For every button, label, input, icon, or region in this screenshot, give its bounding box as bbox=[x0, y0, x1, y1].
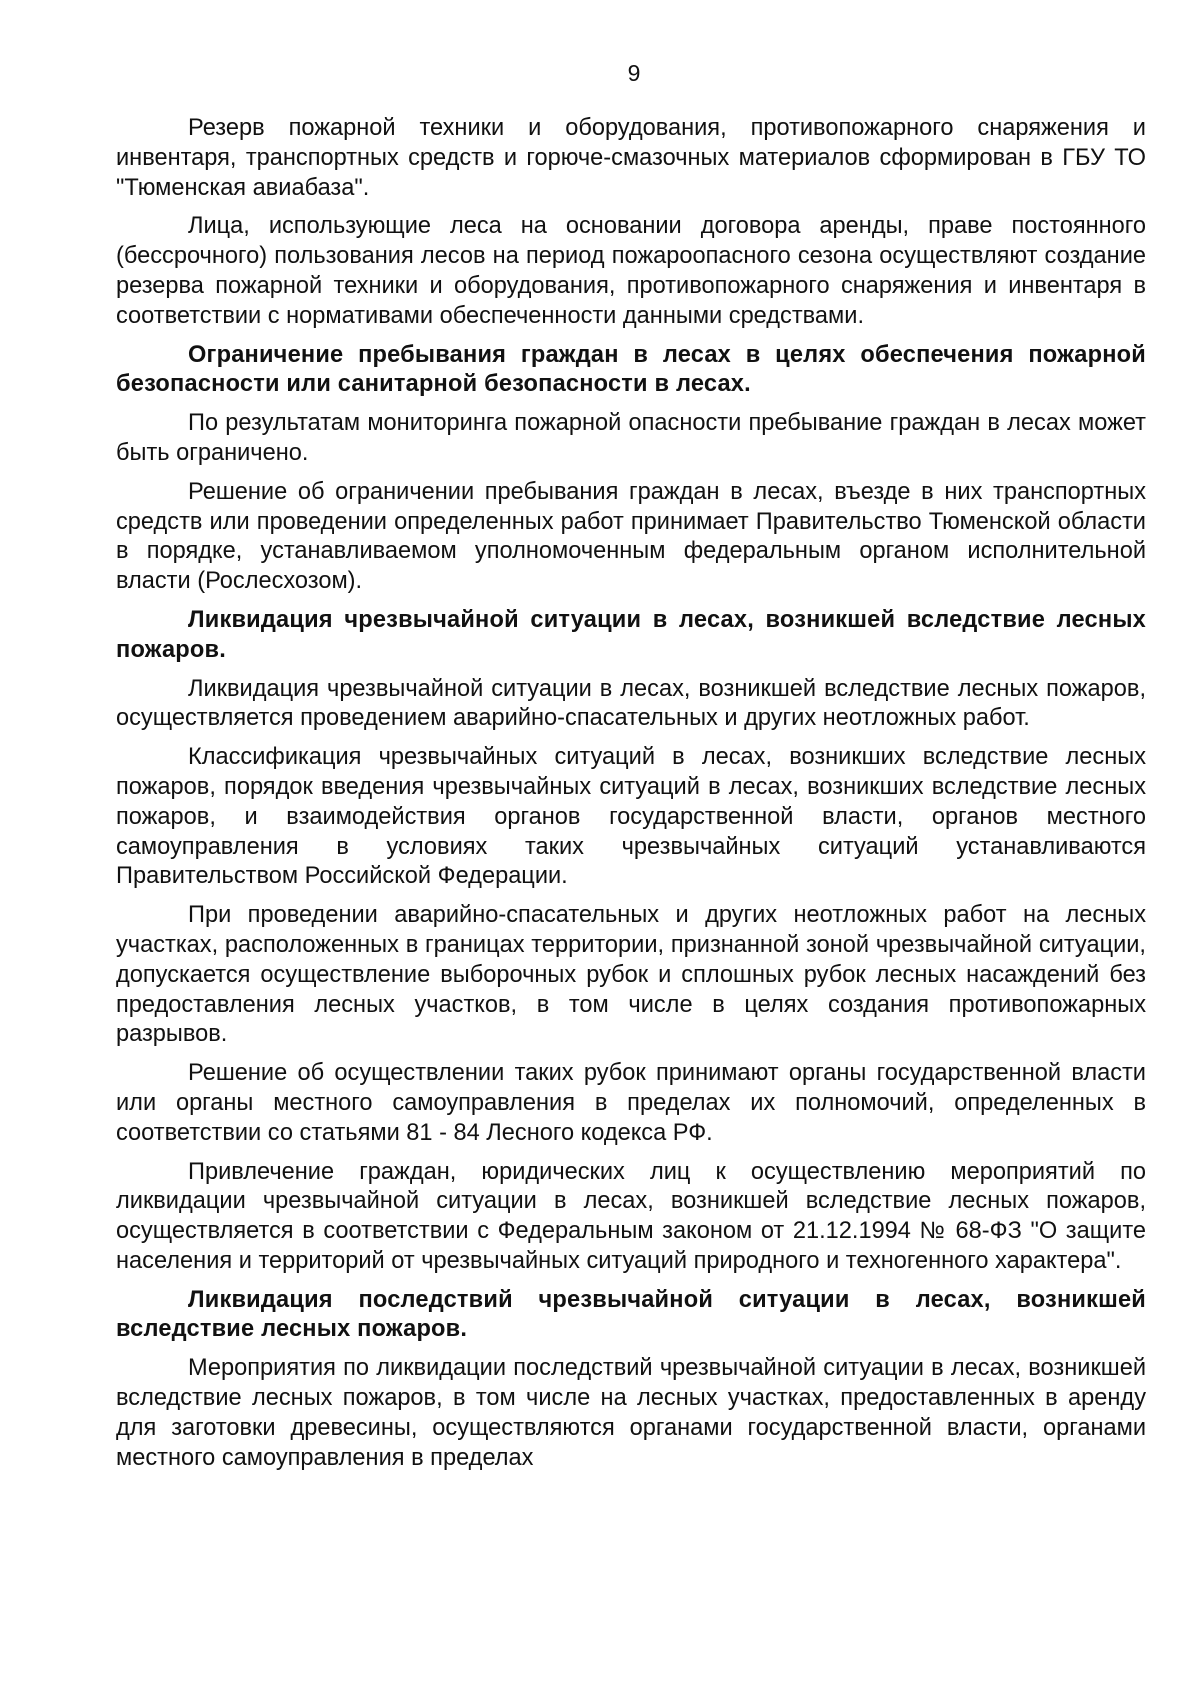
paragraph-felling-decision: Решение об осуществлении таких рубок принимают органы государственной власти или органы местного самоуправления в пределах их полномочий, определенных в соответствии со статьями 81 - 84 Лесного кодекса РФ. bbox=[116, 1060, 1146, 1146]
paragraph-reserve-equipment: Резерв пожарной техники и оборудования, противопожарного снаряжения и инвентаря, транспортных средств и горюче-смазочных материалов сформирован в ГБУ ТО "Тюменская авиабаза". bbox=[116, 115, 1146, 201]
paragraph-consequences-measures: Мероприятия по ликвидации последствий чрезвычайной ситуации в лесах, возникшей вследствие лесных пожаров, в том числе на лесных участках, предоставленных в аренду для заготовки древесины, осуществляются органами государственной власти, органами местного самоуправления в пределах bbox=[116, 1355, 1146, 1471]
document-body bbox=[116, 114, 1146, 1482]
page-number: 9 bbox=[627, 60, 641, 86]
paragraph-emergency-works: Ликвидация чрезвычайной ситуации в лесах, возникшей вследствие лесных пожаров, осуществляется проведением аварийно-спасательных и других неотложных работ. bbox=[116, 675, 1146, 732]
paragraph-emergency-felling: При проведении аварийно-спасательных и других неотложных работ на лесных участках, расположенных в границах территории, признанной зоной чрезвычайной ситуации, допускается осуществление выборочных рубок и сплошных рубок лесных насаждений без предоставления лесных участков, в том числе в целях создания противопожарных разрывов. bbox=[116, 902, 1146, 1048]
paragraph-citizen-involvement: Привлечение граждан, юридических лиц к осуществлению мероприятий по ликвидации чрезвычайной ситуации в лесах, возникшей вследствие лесных пожаров, осуществляется в соответствии с Федеральным законом от 21.12.1994 № 68-ФЗ "О защите населения и территорий от чрезвычайных ситуаций природного и техногенного характера". bbox=[116, 1158, 1146, 1274]
paragraph-monitoring-restriction: По результатам мониторинга пожарной опасности пребывание граждан в лесах может быть ограничено. bbox=[116, 410, 1146, 466]
paragraph-forest-users-reserve: Лица, использующие леса на основании договора аренды, праве постоянного (бессрочного) пользования лесов на период пожароопасного сезона осуществляют создание резерва пожарной техники и оборудования, противопожарного снаряжения и инвентаря в соответствии с нормативами обеспеченности данными средствами. bbox=[116, 213, 1146, 329]
paragraph-restriction-decision: Решение об ограничении пребывания граждан в лесах, въезде в них транспортных средств или проведении определенных работ принимает Правительство Тюменской области в порядке, устанавливаемом уполномоченным федеральным органом исполнительной власти (Рослесхозом). bbox=[116, 478, 1146, 595]
section-heading-access-restriction: Ограничение пребывания граждан в лесах в целях обеспечения пожарной безопасности или санитарной безопасности в лесах. bbox=[116, 341, 1146, 398]
paragraph-emergency-classification: Классификация чрезвычайных ситуаций в лесах, возникших вследствие лесных пожаров, порядок введения чрезвычайных ситуаций в лесах, возникших вследствие лесных пожаров, и взаимодействия органов государственной власти, органов местного самоуправления в условиях таких чрезвычайных ситуаций устанавливаются Правительством Российской Федерации. bbox=[116, 744, 1146, 890]
section-heading-emergency-liquidation: Ликвидация чрезвычайной ситуации в лесах, возникшей вследствие лесных пожаров. bbox=[116, 606, 1146, 663]
section-heading-consequences-liquidation: Ликвидация последствий чрезвычайной ситуации в лесах, возникшей вследствие лесных пожаров. bbox=[116, 1286, 1146, 1343]
